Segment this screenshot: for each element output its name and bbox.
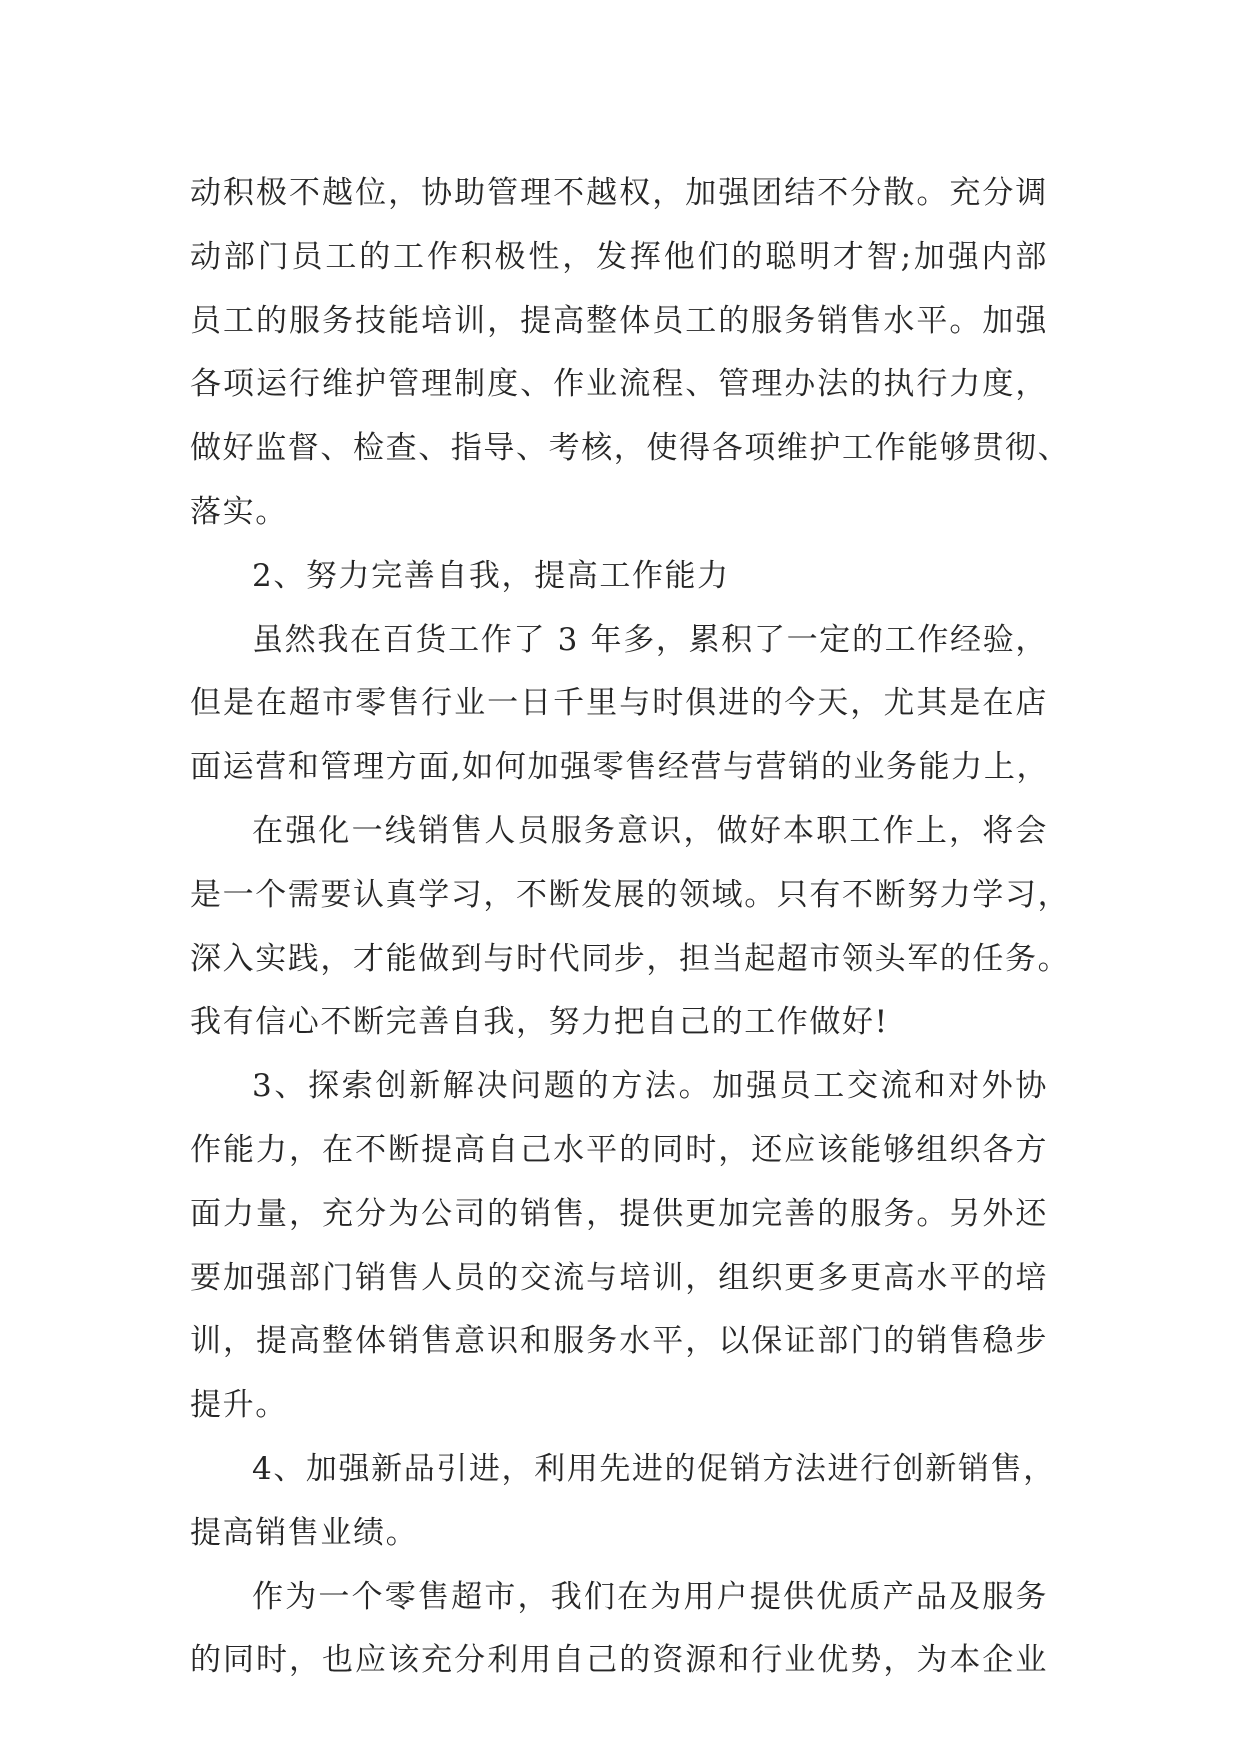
text-line: 在强化一线销售人员服务意识，做好本职工作上，将会 — [252, 812, 1048, 849]
text-line: 落实。 — [190, 493, 288, 530]
text-line: 作为一个零售超市，我们在为用户提供优质产品及服务 — [252, 1578, 1048, 1615]
text-line: 3、探索创新解决问题的方法。加强员工交流和对外协 — [252, 1068, 1048, 1105]
text-line: 4、加强新品引进，利用先进的促销方法进行创新销售， — [252, 1450, 1056, 1487]
text-line: 提高销售业绩。 — [190, 1514, 419, 1551]
text-line: 作能力，在不断提高自己水平的同时，还应该能够组织各方 — [190, 1131, 1048, 1168]
text-line: 提升。 — [190, 1387, 288, 1424]
text-line: 是一个需要认真学习，不断发展的领域。只有不断努力学习， — [190, 876, 1071, 913]
document-body — [190, 162, 1071, 1693]
text-line: 虽然我在百货工作了 3 年多，累积了一定的工作经验， — [252, 621, 1048, 658]
text-line: 面运营和管理方面,如何加强零售经营与营销的业务能力上， — [190, 749, 1050, 786]
text-line: 深入实践，才能做到与时代同步，担当起超市领头军的任务。 — [190, 940, 1071, 977]
text-line: 各项运行维护管理制度、作业流程、管理办法的执行力度， — [190, 366, 1048, 403]
text-line: 我有信心不断完善自我，努力把自己的工作做好! — [190, 1004, 889, 1041]
text-line: 训，提高整体销售意识和服务水平，以保证部门的销售稳步 — [190, 1323, 1048, 1360]
text-line: 但是在超市零售行业一日千里与时俱进的今天，尤其是在店 — [190, 685, 1048, 722]
text-line: 的同时，也应该充分利用自己的资源和行业优势，为本企业 — [190, 1642, 1048, 1679]
text-line: 员工的服务技能培训，提高整体员工的服务销售水平。加强 — [190, 302, 1048, 339]
text-line: 动积极不越位，协助管理不越权，加强团结不分散。充分调 — [190, 175, 1048, 211]
text-line: 要加强部门销售人员的交流与培训，组织更多更高水平的培 — [190, 1259, 1048, 1296]
text-line: 面力量，充分为公司的销售，提供更加完善的服务。另外还 — [190, 1195, 1048, 1232]
text-line: 做好监督、检查、指导、考核，使得各项维护工作能够贯彻、 — [190, 430, 1071, 467]
text-line: 2、努力完善自我，提高工作能力 — [252, 557, 730, 594]
text-line: 动部门员工的工作积极性，发挥他们的聪明才智;加强内部 — [190, 238, 1048, 275]
